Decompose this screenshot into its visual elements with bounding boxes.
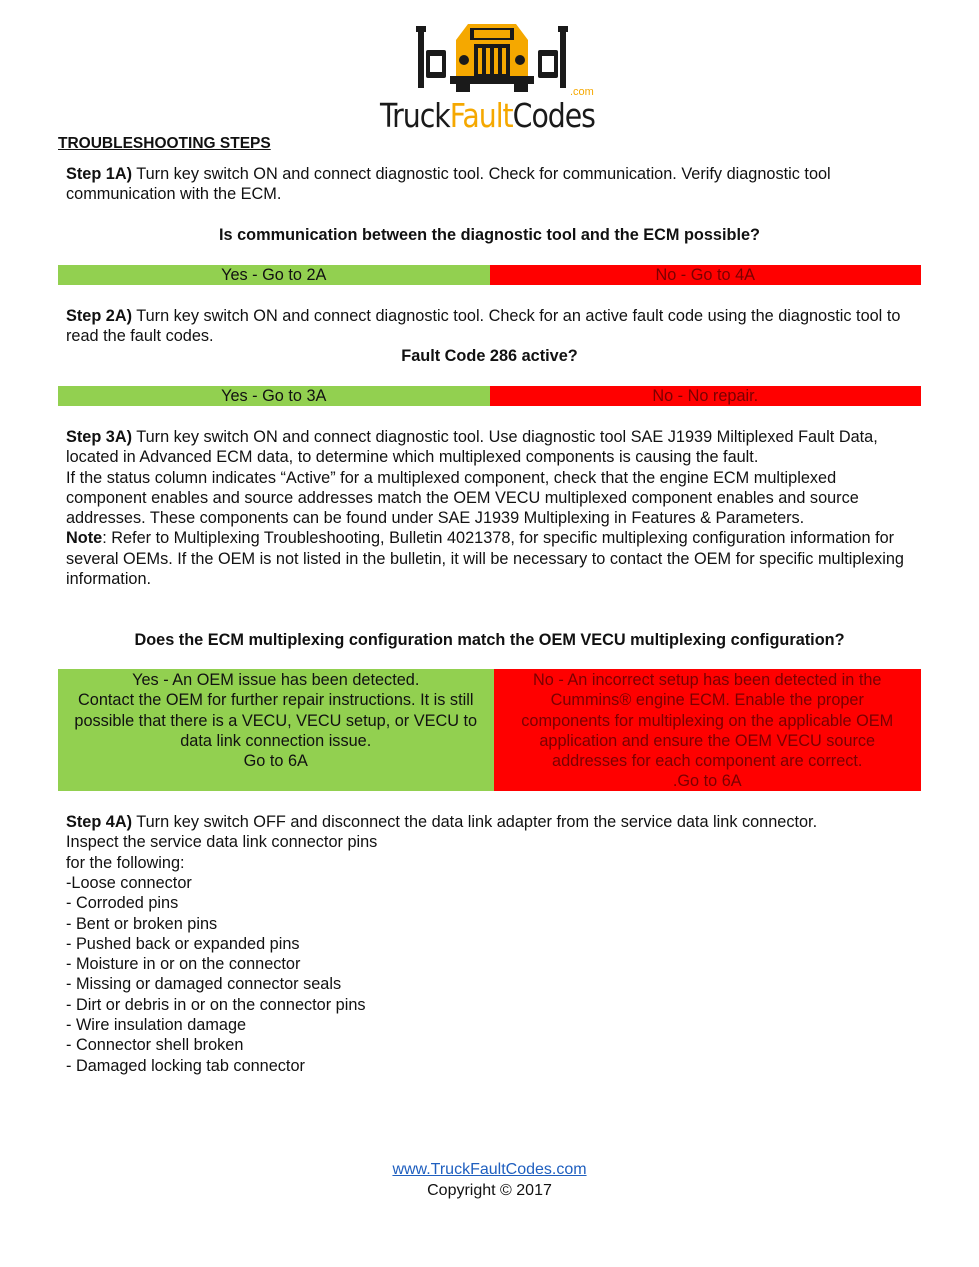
- yes-answer-3: [58, 669, 494, 791]
- list-item: - Wire insulation damage: [66, 1016, 247, 1035]
- question-1: Is communication between the diagnostic tool and the ECM possible?: [219, 226, 760, 244]
- yes-answer-3-line-2: Contact the OEM for further repair instructions. It is still possible that there is a VECU, VECU setup, or VECU to data link connection issue.: [74, 691, 478, 750]
- logo-wordmark: TruckFaultCodes: [380, 96, 595, 135]
- step-4a-text: Turn key switch OFF and disconnect the data link adapter from the service data link connector.: [132, 813, 818, 831]
- no-answer-3-line-1: No - An incorrect setup has been detected in the Cummins® engine ECM. Enable the proper components for multiplexing on the applicable OEM application and ensure the OEM VECU source addresses for each component are correct.: [521, 671, 894, 771]
- step-4a-line-3: for the following:: [66, 853, 185, 872]
- list-item: - Pushed back or expanded pins: [66, 934, 300, 953]
- step-3a-text: Turn key switch ON and connect diagnostic tool. Use diagnostic tool SAE J1939 Miltiplexed Fault Data, located in Advanced ECM data, to determine which multiplexed components is causing the fault.: [66, 428, 878, 467]
- step-3a: [66, 427, 916, 589]
- list-item: - Missing or damaged connector seals: [66, 975, 342, 994]
- list-item: - Bent or broken pins: [66, 914, 218, 933]
- step-1a: [66, 164, 916, 205]
- yes-answer-1: Yes - Go to 2A: [58, 265, 490, 285]
- note-text: : Refer to Multiplexing Troubleshooting, Bulletin 4021378, for specific multiplexing configuration information for several OEMs. If the OEM is not listed in the bulletin, it will be necessary to contact the OEM for specific multiplexing information.: [66, 529, 904, 589]
- answer-row-3: [58, 669, 921, 791]
- no-answer-3: [494, 669, 922, 791]
- list-item: - Moisture in or on the connector: [66, 955, 301, 974]
- copyright: Copyright © 2017: [427, 1182, 552, 1199]
- step-3a-text-2: If the status column indicates “Active” for a multiplexed component, check that the engine ECM multiplexed component enables and source addresses match the OEM VECU multiplexed component enables and source addresses. These components can be found under SAE J1939 Multiplexing in Features & Parameters.: [66, 468, 859, 528]
- step-1a-text: Turn key switch ON and connect diagnostic tool. Check for communication. Verify diagnostic tool communication with the ECM.: [66, 165, 831, 204]
- question-2: Fault Code 286 active?: [401, 347, 578, 365]
- step-3a-label: Step 3A): [66, 428, 133, 446]
- no-answer-2: No - No repair.: [490, 386, 922, 406]
- step-2a-text: Turn key switch ON and connect diagnostic tool. Check for an active fault code using the diagnostic tool to read the fault codes.: [66, 307, 901, 346]
- answer-row-1: [58, 265, 921, 285]
- list-item: -Loose connector: [66, 874, 192, 892]
- answer-row-2: [58, 386, 921, 406]
- page-title: TROUBLESHOOTING STEPS: [58, 135, 271, 152]
- step-4a-line-2: Inspect the service data link connector pins: [66, 833, 378, 852]
- step-2a-label: Step 2A): [66, 307, 133, 325]
- yes-answer-3-line-3: Go to 6A: [243, 752, 308, 771]
- step-4a: [66, 812, 916, 873]
- logo-com: .com: [570, 86, 594, 98]
- note-label: Note: [66, 529, 103, 548]
- list-item: - Connector shell broken: [66, 1036, 244, 1055]
- question-3: Does the ECM multiplexing configuration match the OEM VECU multiplexing configuration?: [134, 631, 845, 649]
- list-item: - Dirt or debris in or on the connector pins: [66, 995, 366, 1014]
- inspection-list: [66, 873, 366, 1076]
- truck-grille-icon: [412, 20, 572, 94]
- yes-answer-2: Yes - Go to 3A: [58, 386, 490, 406]
- step-1a-label: Step 1A): [66, 165, 133, 183]
- step-4a-label: Step 4A): [66, 813, 133, 831]
- step-2a: [66, 306, 916, 347]
- logo: [376, 20, 606, 135]
- no-answer-1: No - Go to 4A: [490, 265, 922, 285]
- no-answer-3-line-2: .Go to 6A: [672, 772, 742, 791]
- yes-answer-3-line-1: Yes - An OEM issue has been detected.: [132, 671, 420, 689]
- footer-link[interactable]: www.TruckFaultCodes.com: [392, 1161, 587, 1178]
- list-item: - Corroded pins: [66, 894, 179, 913]
- list-item: - Damaged locking tab connector: [66, 1056, 305, 1075]
